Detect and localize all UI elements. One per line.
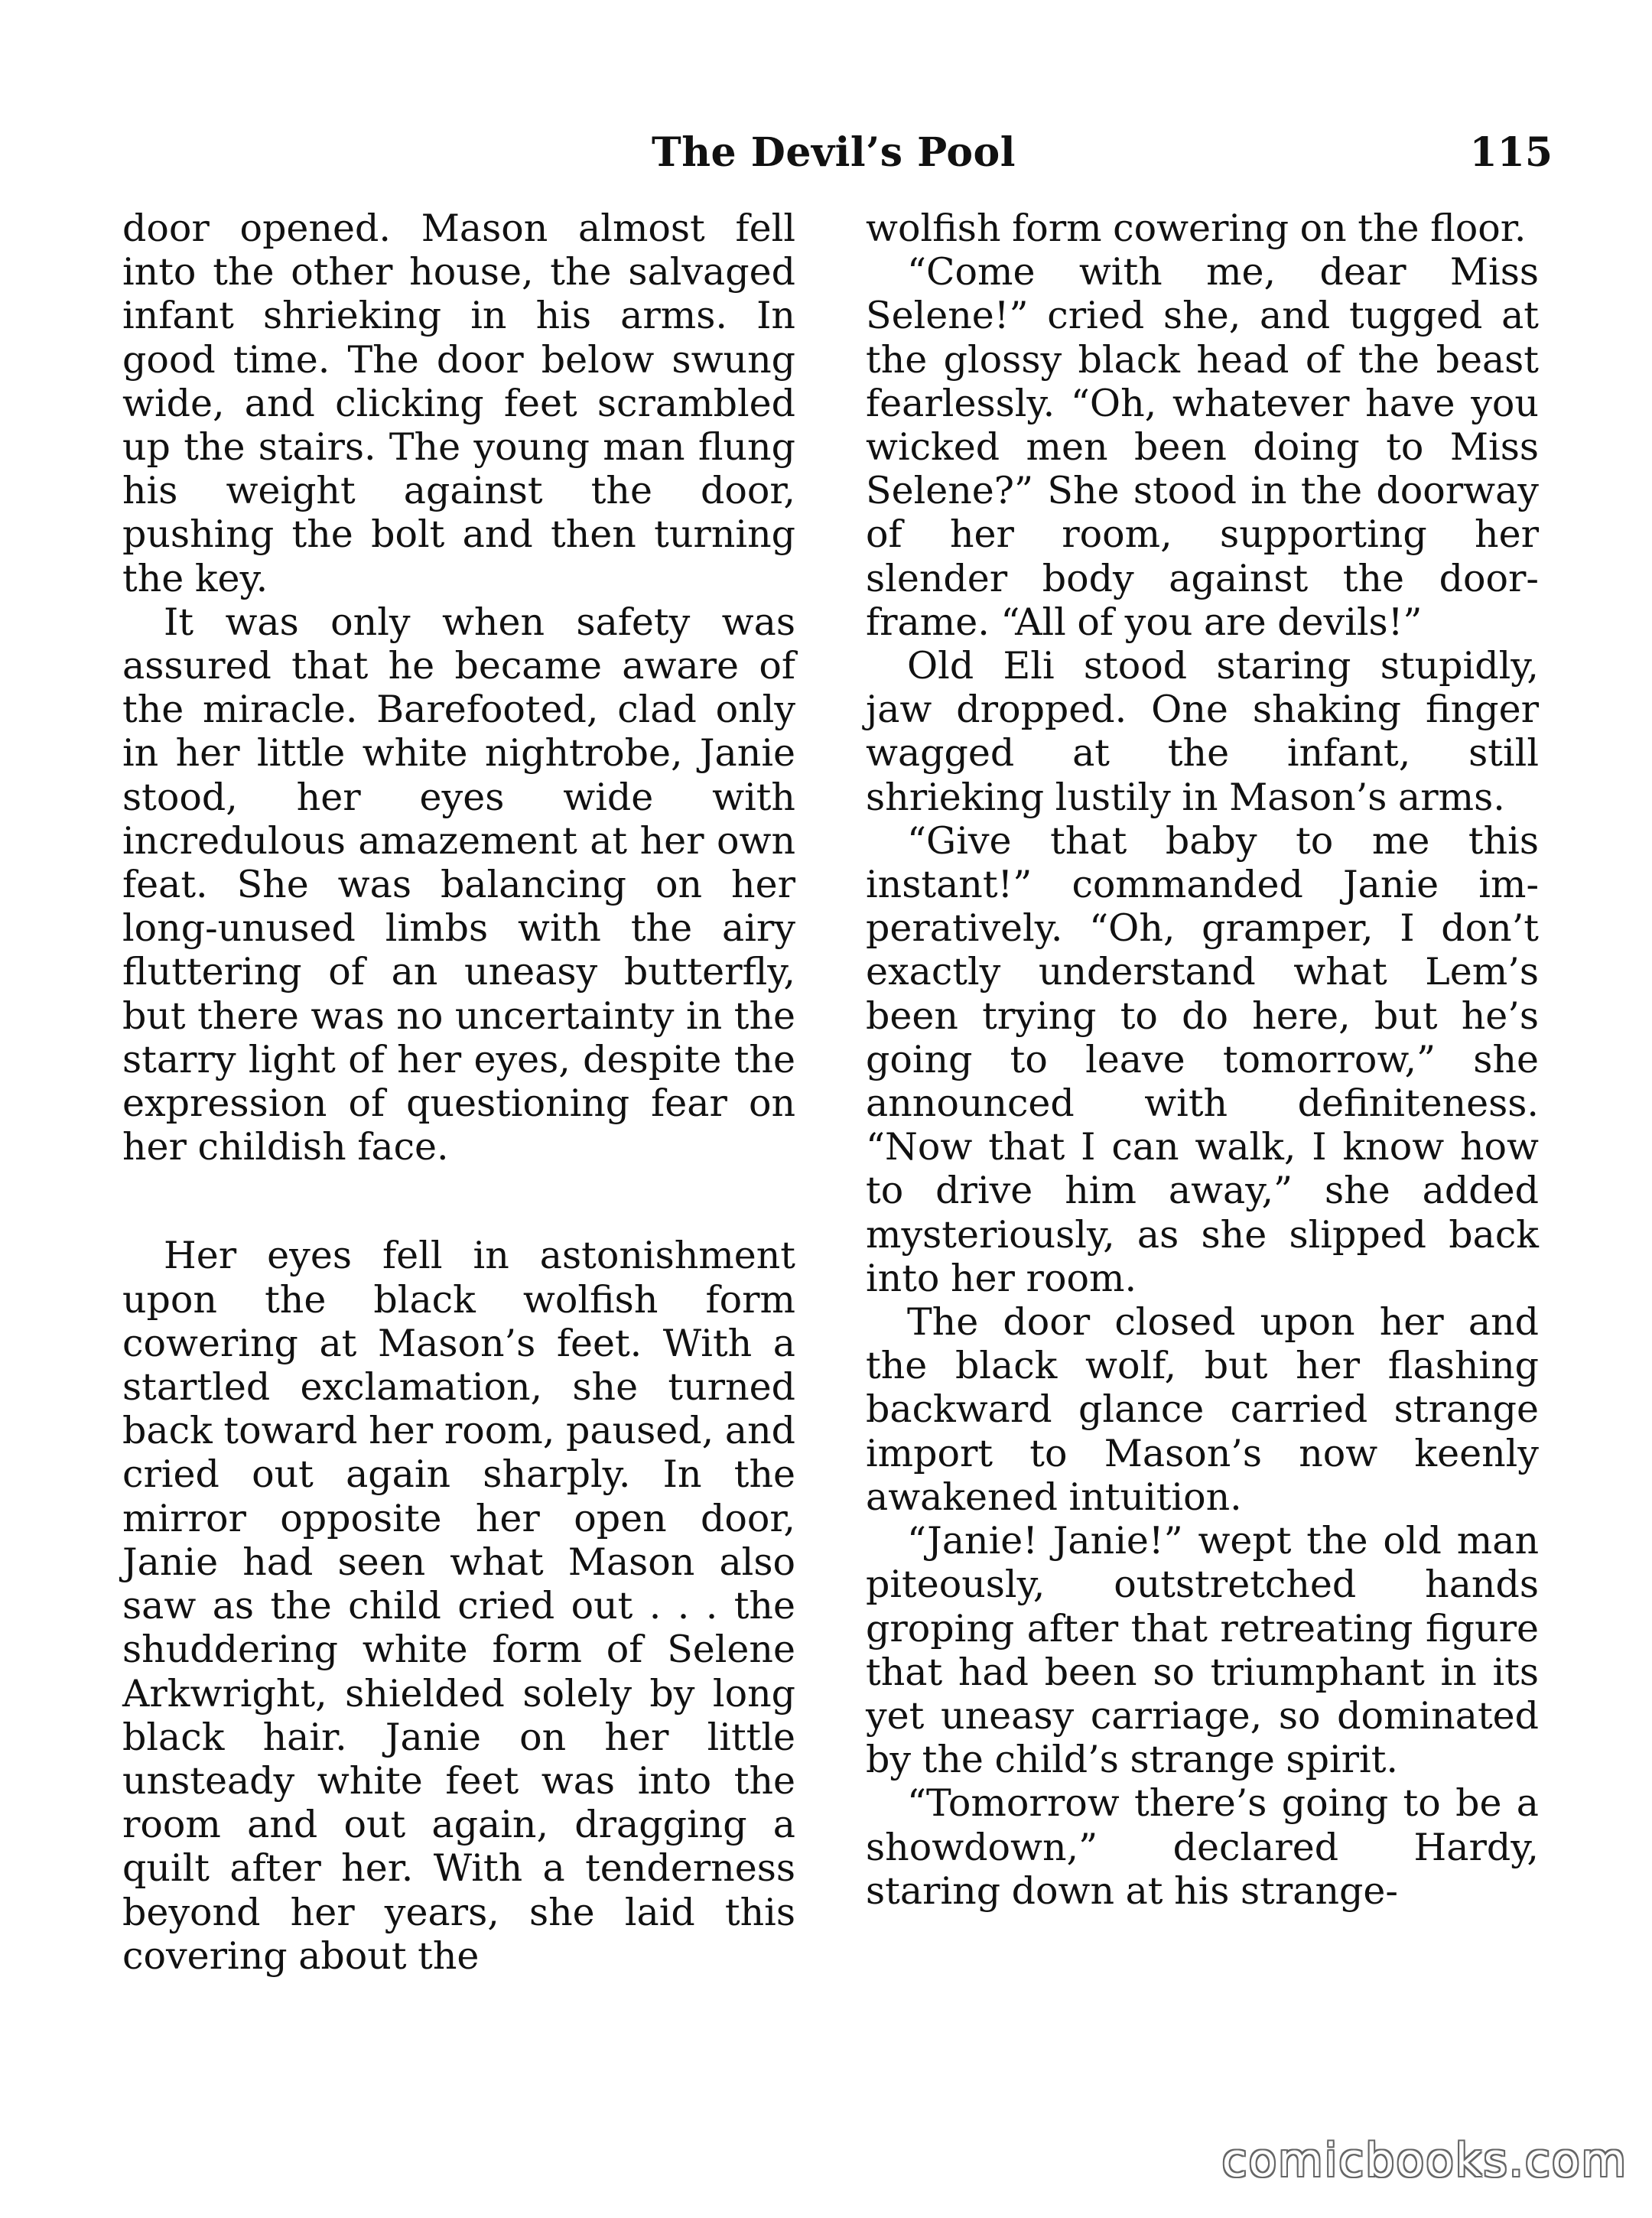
paragraph: “Tomorrow there’s going to be a showdown,” declared Hardy, staring down at his strange- — [866, 1781, 1539, 1913]
paragraph: door opened. Mason almost fell into the other house, the salvaged infant shrieking in his arms. In good time. The door below swung wide, and clicking feet scrambled up the stairs. The young man flung his weight against the door, pushing the bolt and then turning the key. — [122, 207, 795, 600]
paragraph: “Come with me, dear Miss Selene!” cried she, and tugged at the glossy black head of the beast fearlessly. “Oh, whatever have you wicked men been doing to Miss Selene?” She stood in the doorway of her room, supporting her slender body against the door-frame. “All of you are devils!” — [866, 250, 1539, 644]
running-header — [115, 122, 1553, 184]
left-column — [122, 207, 795, 1978]
paragraph: wolfish form cowering on the floor. — [866, 207, 1527, 250]
paragraph: “Give that baby to me this instant!” commanded Janie imperatively. “Oh, gramper, I don’t exactly understand what Lem’s been trying to do here, but he’s going to leave tomorrow,” she announced with definiteness. “Now that I can walk, I know how to drive him away,” she added mysteriously, as she slipped back into her room. — [866, 818, 1539, 1300]
paragraph: Old Eli stood staring stupidly, jaw dropped. One shaking finger wagged at the infant, still shrieking lustily in Mason’s arms. — [866, 644, 1539, 819]
paragraph: It was only when safety was assured that he became aware of the miracle. Barefooted, clad only in her little white nightrobe, Janie stood, her eyes wide with incredulous amazement at her own feat. She was balancing on her long-unused limbs with the airy fluttering of an uneasy butterfly, but there was no uncertainty in the starry light of her eyes, despite the expression of questioning fear on her childish face. — [122, 600, 795, 1169]
paragraph: “Janie! Janie!” wept the old man piteously, outstretched hands groping after that retreating figure that had been so triumphant in its yet uneasy carriage, so dominated by the child’s strange spirit. — [866, 1519, 1539, 1782]
paragraph: The door closed upon her and the black wolf, but her flashing backward glance carried strange import to Mason’s now keenly awakened intuition. — [866, 1300, 1539, 1519]
page-number: 115 — [1469, 129, 1553, 176]
watermark-logo: comicbooks.com — [1221, 2134, 1628, 2187]
running-title: The Devil’s Pool — [652, 129, 1016, 176]
section-break — [122, 1169, 795, 1234]
right-column — [866, 207, 1539, 1913]
paragraph: Her eyes fell in astonishment upon the black wolfish form cowering at Mason’s feet. With a startled exclamation, she turned back toward her room, paused, and cried out again sharply. In the mirror opposite her open door, Janie had seen what Mason also saw as the child cried out . . . the shuddering white form of Selene Arkwright, shielded solely by long black hair. Janie on her little unsteady white feet was into the room and out again, dragging a quilt after her. With a tenderness beyond her years, she laid this covering about the — [122, 1234, 795, 1978]
